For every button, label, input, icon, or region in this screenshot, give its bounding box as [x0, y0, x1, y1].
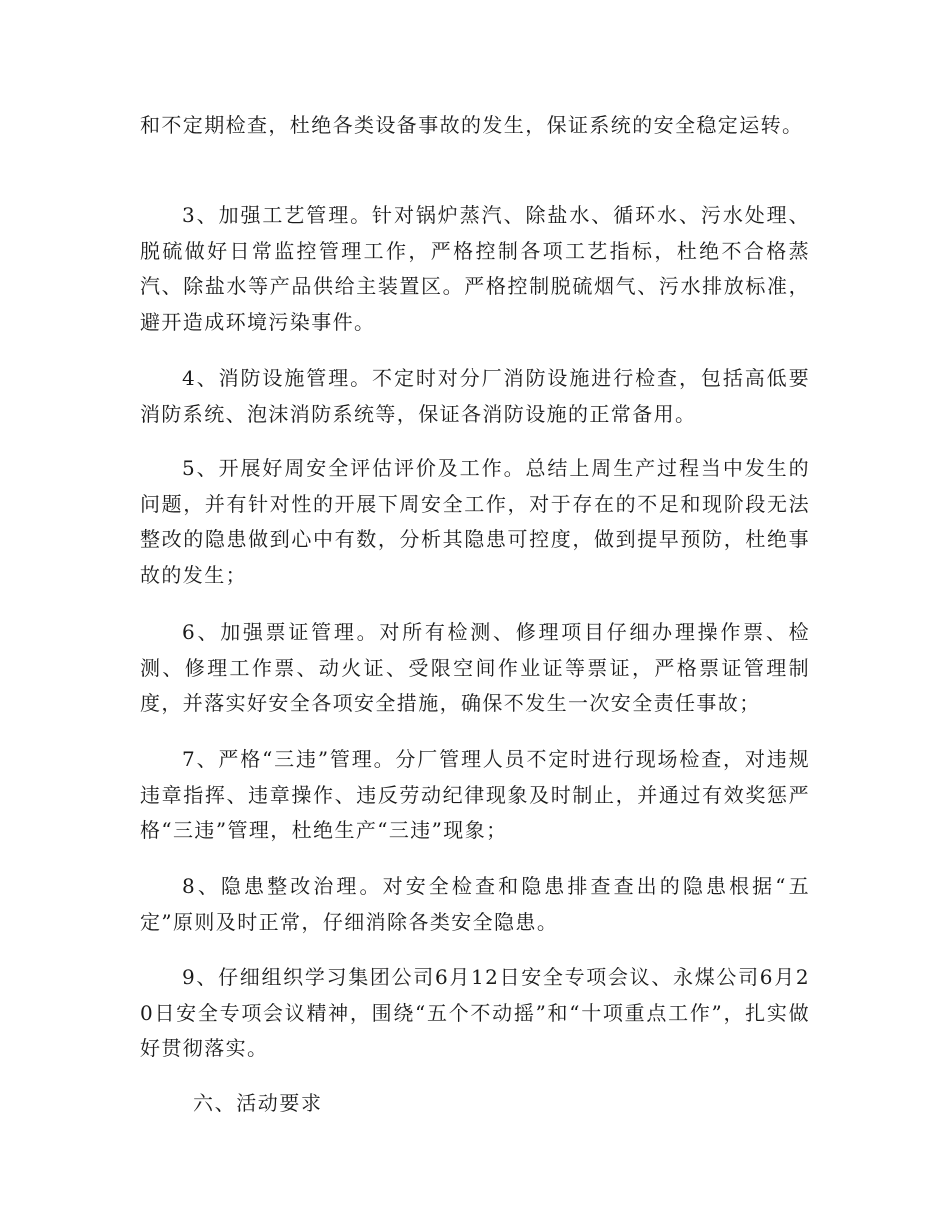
p2-block — [140, 361, 810, 432]
p4-block — [140, 615, 810, 722]
p0-block — [140, 108, 810, 144]
paragraph-item-3: 3、加强工艺管理。针对锅炉蒸汽、除盐水、循环水、污水处理、脱硫做好日常监控管理工作，严格控制各项工艺指标，杜绝不合格蒸汽、除盐水等产品供给主装置区。严格控制脱硫烟气、污水排放标准，避开造成环境污染事件。 — [140, 203, 810, 334]
p1-block — [140, 198, 810, 340]
paragraph-item-4: 4、消防设施管理。不定时对分厂消防设施进行检查，包括高低要消防系统、泡沫消防系统等，保证各消防设施的正常备用。 — [140, 366, 810, 426]
paragraph-item-6: 6、加强票证管理。对所有检测、修理项目仔细办理操作票、检测、修理工作票、动火证、受限空间作业证等票证，严格票证管理制度，并落实好安全各项安全措施，确保不发生一次安全责任事故； — [140, 620, 810, 715]
paragraph-item-8: 8、隐患整改治理。对安全检查和隐患排查查出的隐患根据“五定”原则及时正常，仔细消除各类安全隐患。 — [140, 874, 810, 934]
p3-block — [140, 451, 810, 593]
p7-block — [140, 960, 810, 1067]
paragraph-item-5: 5、开展好周安全评估评价及工作。总结上周生产过程当中发生的问题，并有针对性的开展下周安全工作，对于存在的不足和现阶段无法整改的隐患做到心中有数，分析其隐患可控度，做到提早预防，杜绝事故的发生； — [140, 456, 810, 587]
paragraph-item-7: 7、严格“三违”管理。分厂管理人员不定时进行现场检查，对违规违章指挥、违章操作、违反劳动纪律现象及时制止，并通过有效奖惩严格“三违”管理，杜绝生产“三违”现象； — [140, 747, 810, 842]
section-heading: 六、活动要求 — [193, 1091, 323, 1115]
p5-block — [140, 742, 810, 849]
p6-block — [140, 869, 810, 940]
paragraph-item-9: 9、仔细组织学习集团公司6月12日安全专项会议、永煤公司6月20日安全专项会议精神，围绕“五个不动摇”和“十项重点工作”，扎实做好贯彻落实。 — [140, 965, 810, 1060]
paragraph-continuation: 和不定期检查，杜绝各类设备事故的发生，保证系统的安全稳定运转。 — [140, 113, 804, 137]
